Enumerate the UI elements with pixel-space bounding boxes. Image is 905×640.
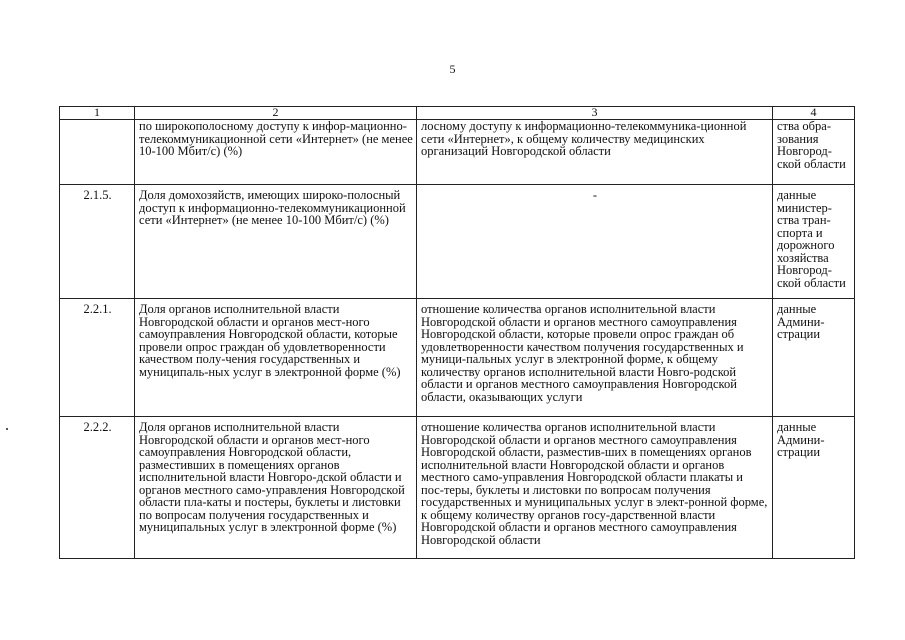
data-source: данные Админи-страции [773,299,855,417]
indicator-name: Доля органов исполнительной власти Новгородской области и органов мест-ного самоуправления Новгородской области, которые провели опрос граждан об удовлетворенности качеством полу-чения государственных и муниципаль-ных услуг в электронной форме (%) [135,299,417,417]
scan-artifact-dot [6,428,8,430]
indicators-table [59,106,855,559]
page-number: 5 [449,62,456,76]
calculation-method: отношение количества органов исполнительной власти Новгородской области и органов местного самоуправления Новгородской области, разместив-ших в помещениях органов исполнительной власти Новгородской области и органов местного само-управления Новгородской области плакаты и пос-теры, буклеты и листовки по вопросам получения государственных и муниципальных услуг в элект-ронной форме, к общему количеству органов госу-дарственной власти Новгородской области и органов местного самоуправления Новгородской области [417,417,773,559]
data-source: ства обра-зования Новгород-ской области [773,120,855,185]
row-number [60,120,135,185]
calculation-method: отношение количества органов исполнительной власти Новгородской области и органов местного самоуправления Новгородской области, которые провели опрос граждан об удовлетворенности качеством получения государственных и муници-пальных услуг в электронной форме, к общему количеству органов исполнительной власти Новго-родской области и органов местного самоуправления Новгородской области, оказывающих услуги [417,299,773,417]
table-row [60,120,855,185]
indicator-name: Доля органов исполнительной власти Новгородской области и органов мест-ного самоуправления Новгородской области, разместивших в помещениях органов исполнительной власти Новгоро-дской области и органов местного само-управления Новгородской области пла-каты и постеры, буклеты и листовки по вопросам получения государственных и муниципальных услуг в электронной форме (%) [135,417,417,559]
data-source: данные Админи-страции [773,417,855,559]
row-number: 2.1.5. [60,185,135,299]
indicator-name: по широкополосному доступу к инфор-мационно-телекоммуникационной сети «Интернет» (не менее 10-100 Мбит/с) (%) [135,120,417,185]
header-col-2: 2 [135,107,417,120]
table-row [60,417,855,559]
calculation-method: - [417,185,773,299]
row-number: 2.2.2. [60,417,135,559]
row-number: 2.2.1. [60,299,135,417]
header-col-4: 4 [773,107,855,120]
header-col-1: 1 [60,107,135,120]
table-header-row [60,107,855,120]
table-row [60,299,855,417]
header-col-3: 3 [417,107,773,120]
table-row [60,185,855,299]
data-source: данные министер-ства тран-спорта и дорожного хозяйства Новгород-ской области [773,185,855,299]
calculation-method: лосному доступу к информационно-телекоммуника-ционной сети «Интернет», к общему количеству медицинских организаций Новгородской области [417,120,773,185]
indicator-name: Доля домохозяйств, имеющих широко-полосный доступ к информационно-телекоммуникационной сети «Интернет» (не менее 10-100 Мбит/с) (%) [135,185,417,299]
